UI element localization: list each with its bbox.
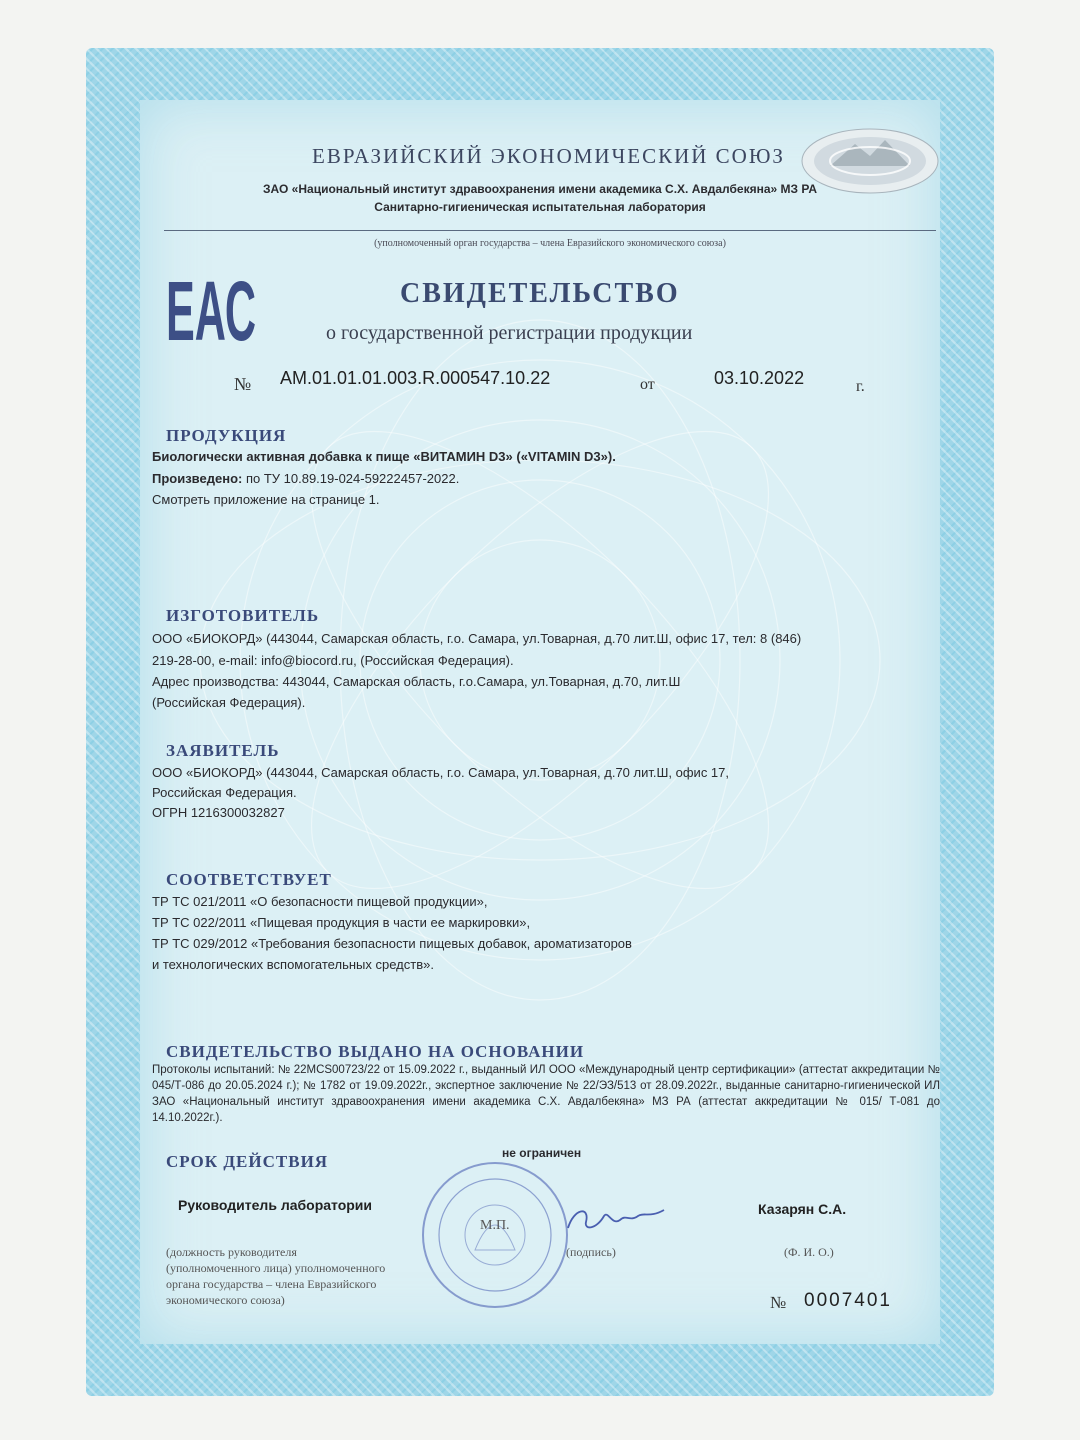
signature-scribble: [560, 1200, 670, 1245]
validity-value: не ограничен: [502, 1146, 582, 1160]
name-caption: (Ф. И. О.): [784, 1245, 834, 1259]
regulation-line: ТР ТС 029/2012 «Требования безопасности пищевых добавок, ароматизаторов: [152, 936, 632, 951]
applicant-line: ООО «БИОКОРД» (443044, Самарская область, г.о. Самара, ул.Товарная, д.70 лит.Ш, офис 17,: [152, 765, 730, 780]
eac-logo: [164, 264, 258, 358]
eac-logo-text: ЕАС: [166, 264, 256, 358]
role-caption-line: (должность руководителя: [166, 1245, 297, 1259]
regulation-line: ТР ТС 021/2011 «О безопасности пищевой продукции»,: [152, 894, 488, 909]
certificate-title: СВИДЕТЕЛЬСТВО: [400, 278, 680, 309]
header-divider: [164, 230, 936, 231]
produced-label: Произведено:: [152, 471, 243, 486]
signatory-name: Казарян С.А.: [758, 1201, 847, 1217]
product-line: Биологически активная добавка к пище «ВИТАМИН D3» («VITAMIN D3»).: [152, 449, 616, 464]
regulation-line: и технологических вспомогательных средств».: [152, 957, 434, 972]
laboratory-name: Санитарно-гигиеническая испытательная лаборатория: [374, 200, 706, 214]
product-appendix: Смотреть приложение на странице 1.: [152, 492, 380, 507]
union-title: ЕВРАЗИЙСКИЙ ЭКОНОМИЧЕСКИЙ СОЮЗ: [312, 144, 785, 168]
manufacturer-line: ООО «БИОКОРД» (443044, Самарская область, г.о. Самара, ул.Товарная, д.70 лит.Ш, офис 17, тел: 8 (846): [152, 631, 802, 646]
role-caption-line: (уполномоченного лица) уполномоченного: [166, 1261, 386, 1275]
date-prefix: от: [640, 376, 655, 393]
manufacturer-line: (Российская Федерация).: [152, 695, 306, 710]
institute-name: ЗАО «Национальный институт здравоохранения имени академика С.Х. Авдалбекяна» МЗ РА: [262, 182, 817, 196]
stamp-place-label: М.П.: [480, 1218, 510, 1233]
signature-caption: (подпись): [566, 1245, 616, 1259]
certificate-number: АМ.01.01.01.003.R.000547.10.22: [280, 368, 551, 388]
produced-text: по ТУ 10.89.19-024-59222457-2022.: [242, 471, 460, 486]
date-suffix: г.: [856, 378, 865, 395]
role-caption-line: экономического союза): [166, 1293, 285, 1307]
certificate-subtitle: о государственной регистрации продукции: [326, 322, 693, 344]
number-sign: №: [234, 374, 252, 394]
regulation-line: ТР ТС 022/2011 «Пищевая продукция в части ее маркировки»,: [152, 915, 531, 930]
signatory-role: Руководитель лаборатории: [178, 1197, 373, 1213]
basis-heading: СВИДЕТЕЛЬСТВО ВЫДАНО НА ОСНОВАНИИ: [166, 1042, 585, 1061]
applicant-ogrn: ОГРН 1216300032827: [152, 805, 285, 820]
role-caption-line: органа государства – члена Евразийского: [166, 1277, 377, 1291]
manufacturer-line: Адрес производства: 443044, Самарская область, г.о.Самара, ул.Товарная, д.70, лит.Ш: [152, 674, 681, 689]
conforms-heading: СООТВЕТСТВУЕТ: [166, 870, 332, 889]
form-number: 0007401: [804, 1290, 892, 1311]
authority-note: (уполномоченный орган государства – члена Евразийского экономического союза): [374, 238, 726, 249]
form-number-sign: №: [770, 1293, 787, 1312]
validity-heading: СРОК ДЕЙСТВИЯ: [166, 1152, 329, 1171]
product-heading: ПРОДУКЦИЯ: [166, 426, 287, 445]
product-produced: [152, 468, 459, 489]
basis-text: Протоколы испытаний: № 22MCS00723/22 от 15.09.2022 г., выданный ИЛ ООО «Международный центр сертификации» (аттестат аккредитации № 045/Т-086 до 20.05.2024 г.); № 1782 от 19.09.2022г., экспертное заключение № 22/ЭЗ/513 от 28.09.2022г., выданные санитарно-гигиенической ИЛ ЗАО «Национальный институт здравоохранения имени академика С.Х. Авдалбекяна» МЗ РА (аттестат аккредитации № 015/ Т-081 до 14.10.2022г.).: [152, 1064, 940, 1124]
manufacturer-line: 219-28-00, e-mail: info@biocord.ru, (Российская Федерация).: [152, 653, 514, 668]
certificate-date: 03.10.2022: [714, 368, 805, 388]
applicant-heading: ЗАЯВИТЕЛЬ: [166, 741, 280, 760]
manufacturer-heading: ИЗГОТОВИТЕЛЬ: [166, 606, 320, 625]
applicant-line: Российская Федерация.: [152, 785, 297, 800]
official-seal: [420, 1140, 570, 1335]
